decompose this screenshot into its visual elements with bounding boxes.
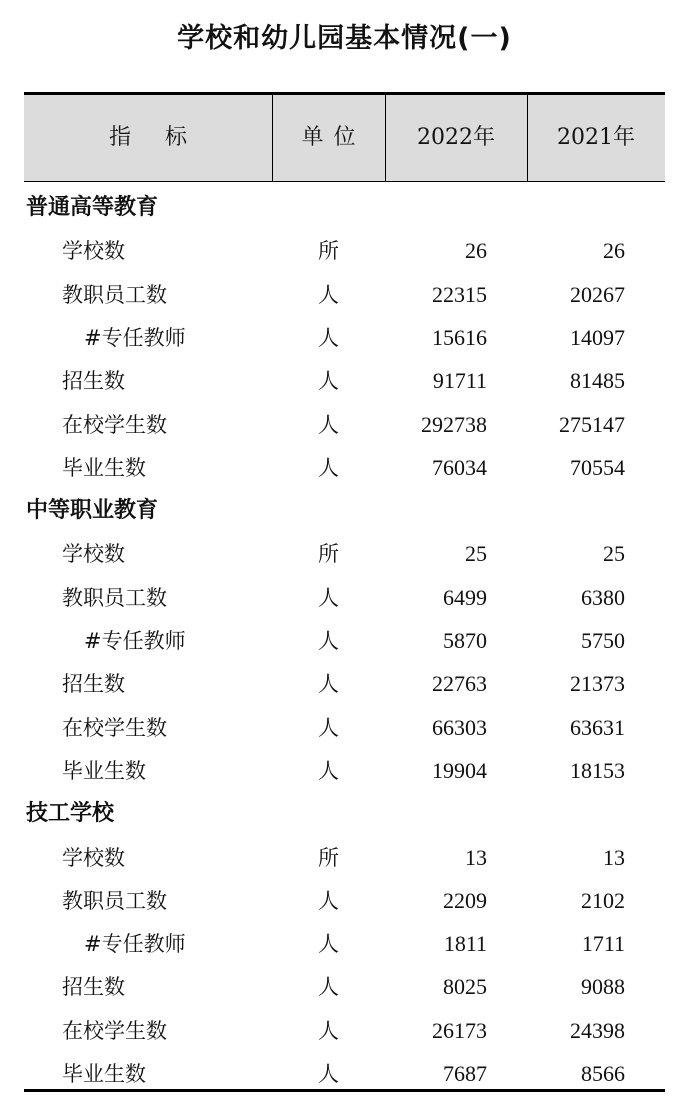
header-year-2021: 2021年 [557,125,635,150]
value-2021: 2102 [581,887,625,913]
value-2021: 20267 [570,281,625,307]
section-title: 普通高等教育 [26,195,159,220]
indicator-name: 学校数 [62,239,125,264]
value-2022: 1811 [443,931,487,957]
table-row [24,448,665,488]
value-2021: 8566 [581,1061,625,1086]
indicator-name: 在校学生数 [62,1018,167,1043]
indicator-name: 招生数 [62,369,125,394]
indicator-name: 教职员工数 [62,282,167,307]
value-2021: 81485 [570,368,625,394]
value-2021: 26 [603,238,625,264]
unit-cell: 人 [318,585,339,610]
header-bottom-rule [24,181,665,182]
value-2021: 25 [603,541,625,567]
unit-cell: 人 [318,672,339,697]
value-2021: 6380 [581,584,625,610]
table-row [24,708,665,748]
value-2022: 76034 [432,454,487,480]
header-year-2022: 2022年 [417,125,495,150]
table-row [24,275,665,315]
table-row [24,578,665,618]
value-2022: 91711 [432,368,487,394]
value-2022: 26173 [432,1017,487,1043]
unit-cell: 所 [318,542,339,567]
value-2021: 63631 [570,714,625,740]
table-row [24,751,665,791]
value-2021: 5750 [581,628,625,653]
indicator-name: 招生数 [62,975,125,1000]
unit-cell: 人 [318,629,339,653]
indicator-name: 招生数 [62,672,125,697]
header-unit: 单位 [301,125,366,150]
indicator-name: 在校学生数 [62,715,167,740]
unit-cell: 人 [318,715,339,740]
value-2022: 8025 [443,974,487,1000]
unit-cell: 人 [318,412,339,437]
table-row [24,231,665,271]
unit-cell: 人 [318,758,339,783]
unit-cell: 所 [318,239,339,264]
value-2022: 15616 [432,324,487,350]
unit-cell: 所 [318,845,339,870]
value-2022: 22315 [432,281,487,307]
indicator-name: 教职员工数 [62,888,167,913]
indicator-name: 毕业生数 [62,455,146,480]
value-2022: 292738 [421,411,487,437]
indicator-name: #专任教师 [84,629,186,653]
value-2021: 24398 [570,1017,625,1043]
section-title: 技工学校 [26,801,115,827]
value-2021: 275147 [559,411,625,437]
table-header [24,95,665,181]
value-2021: 21373 [570,671,625,697]
indicator-name: 教职员工数 [62,585,167,610]
value-2021: 14097 [570,324,625,350]
value-2022: 26 [465,238,487,264]
table-row [24,838,665,878]
value-2022: 7687 [443,1061,487,1086]
value-2022: 19904 [432,757,487,783]
indicator-name: 学校数 [62,845,125,870]
value-2022: 5870 [443,628,487,653]
indicator-name: 学校数 [62,542,125,567]
value-2022: 25 [465,541,487,567]
header-indicator: 指标 [108,125,221,150]
value-2022: 22763 [432,671,487,697]
table-row [24,967,665,1007]
unit-cell: 人 [318,325,339,350]
table-row [24,924,665,964]
value-2021: 18153 [570,757,625,783]
indicator-name: 在校学生数 [62,412,167,437]
unit-cell: 人 [318,1062,339,1086]
value-2022: 66303 [432,714,487,740]
table-row [24,664,665,704]
table-row [24,361,665,401]
value-2022: 6499 [443,584,487,610]
value-2021: 1711 [581,931,625,957]
table-row [24,621,665,661]
table-row [24,534,665,574]
value-2021: 70554 [570,454,625,480]
value-2022: 2209 [443,887,487,913]
value-2022: 13 [465,844,487,870]
table-bottom-rule [24,1089,665,1092]
table-row [24,1054,665,1094]
table-row [24,318,665,358]
unit-cell: 人 [318,932,339,957]
indicator-name: #专任教师 [84,325,186,350]
indicator-name: 毕业生数 [62,1062,146,1086]
table-row [24,881,665,921]
table-row [24,405,665,445]
unit-cell: 人 [318,1018,339,1043]
unit-cell: 人 [318,282,339,307]
unit-cell: 人 [318,455,339,480]
indicator-name: #专任教师 [84,932,186,957]
section-title: 中等职业教育 [26,498,159,524]
unit-cell: 人 [318,888,339,913]
value-2021: 13 [603,844,625,870]
unit-cell: 人 [318,369,339,394]
value-2021: 9088 [581,974,625,1000]
unit-cell: 人 [318,975,339,1000]
indicator-name: 毕业生数 [62,758,146,783]
page-title: 学校和幼儿园基本情况(一) [177,23,512,54]
table-row [24,1011,665,1051]
